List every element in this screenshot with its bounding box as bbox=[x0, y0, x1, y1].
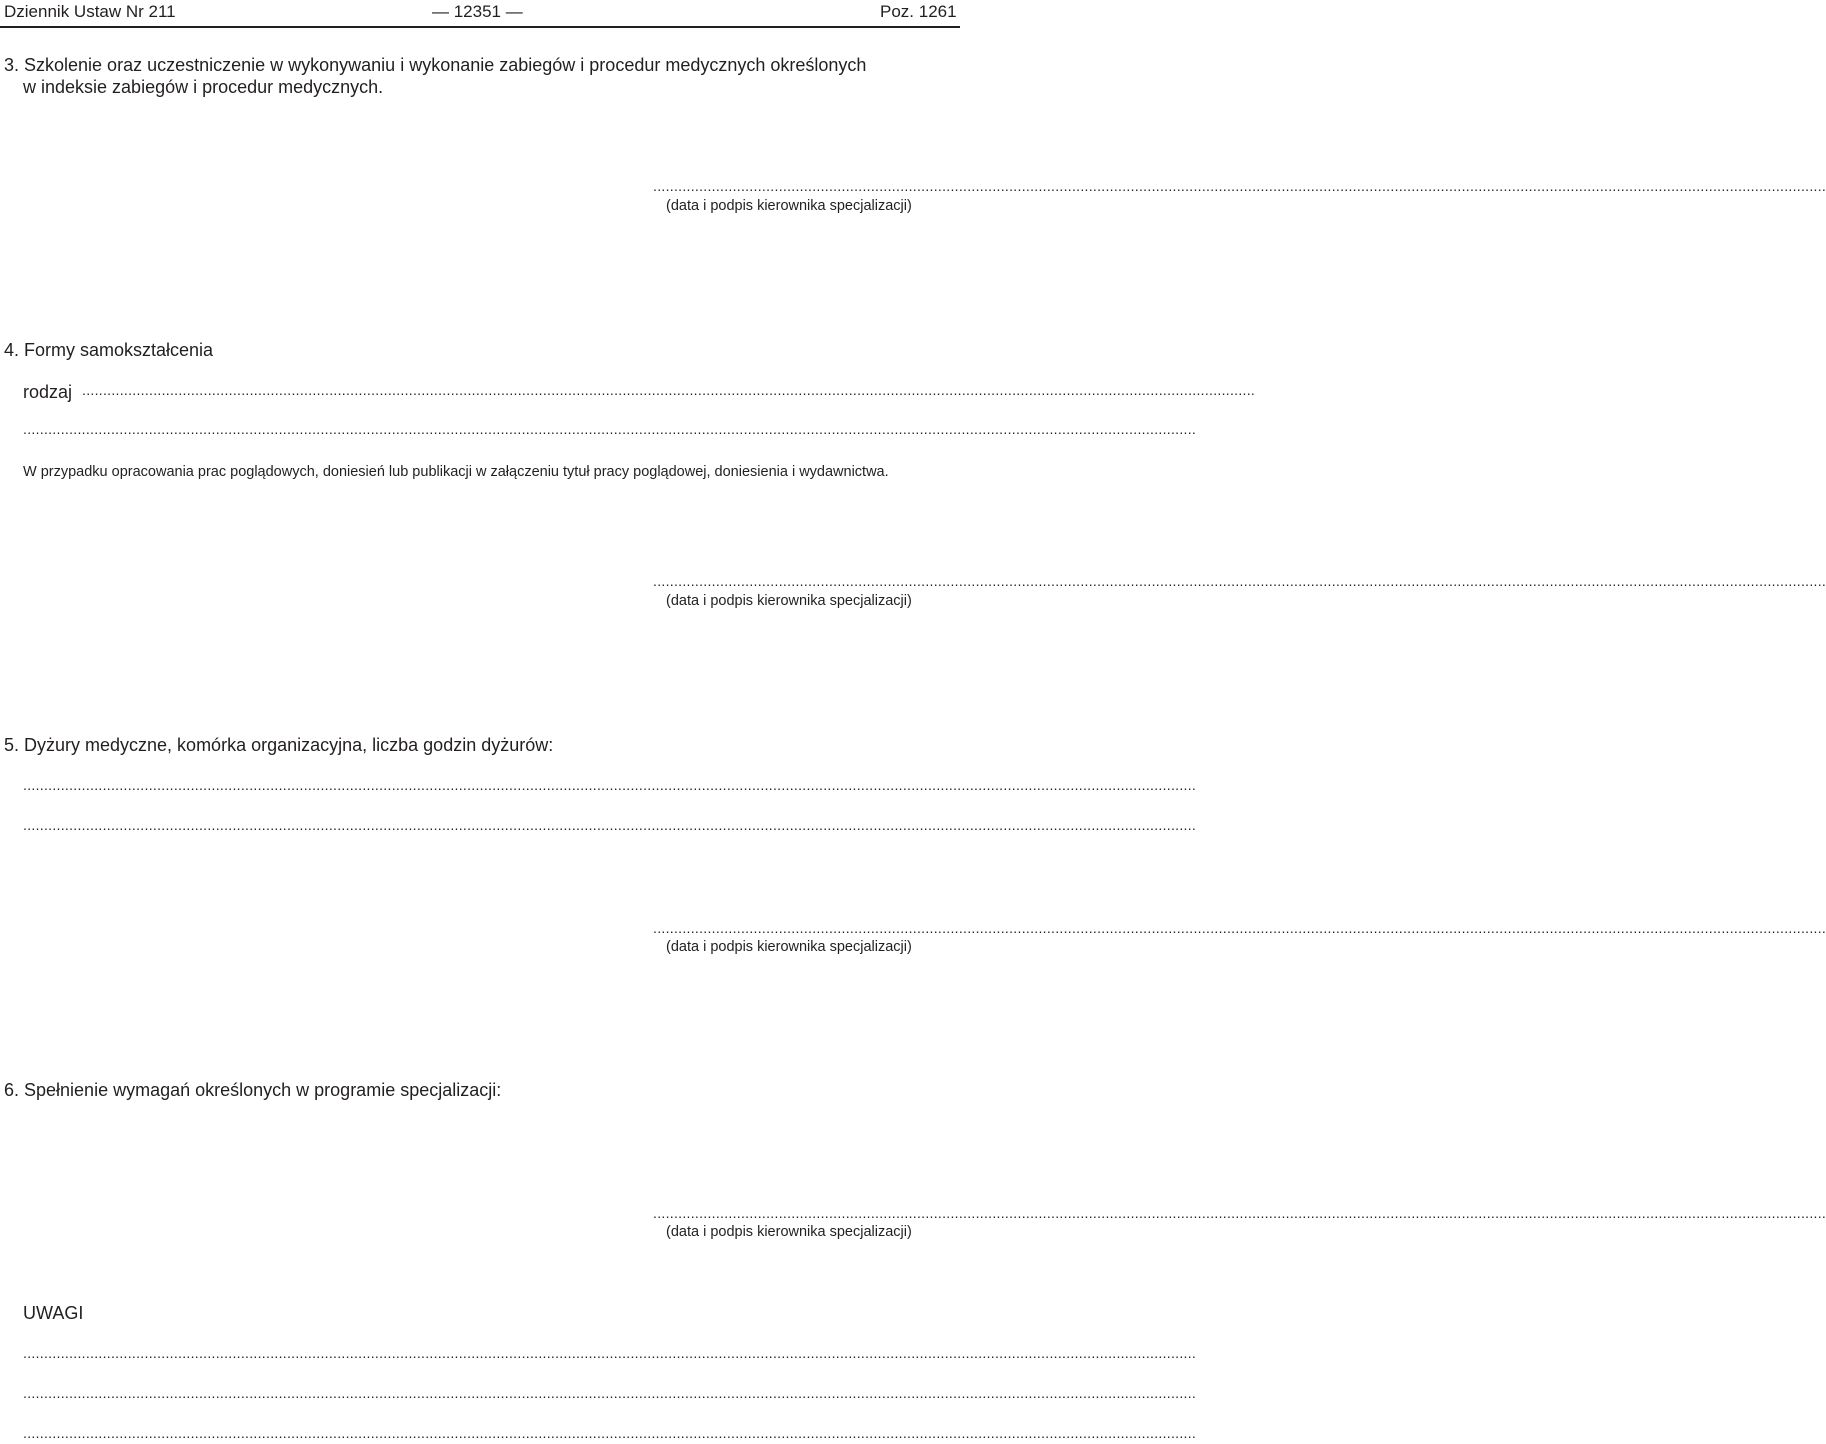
section-4-note: W przypadku opracowania prac poglądowych, doniesień lub publikacji w załączeniu tytuł pracy poglądowej, doniesienia i wydawnictwa. bbox=[23, 464, 889, 480]
signature-line-4[interactable]: ........................................................................................................................................................................................................................................................................................ bbox=[653, 1205, 1826, 1221]
signature-label-1: (data i podpis kierownika specjalizacji) bbox=[666, 198, 912, 214]
signature-label-4: (data i podpis kierownika specjalizacji) bbox=[666, 1224, 912, 1240]
remarks-line-1[interactable]: ........................................................................................................................................................................................................................................................................................ bbox=[23, 1345, 1197, 1361]
signature-label-3: (data i podpis kierownika specjalizacji) bbox=[666, 939, 912, 955]
header-rule bbox=[0, 26, 960, 28]
journal-title: Dziennik Ustaw Nr 211 bbox=[4, 2, 176, 21]
remarks-title: UWAGI bbox=[23, 1303, 84, 1323]
section-5-title: 5. Dyżury medyczne, komórka organizacyjna, liczba godzin dyżurów: bbox=[4, 735, 554, 755]
rodzaj-label: rodzaj bbox=[23, 382, 73, 402]
section-4-title: 4. Formy samokształcenia bbox=[4, 340, 214, 360]
signature-label-2: (data i podpis kierownika specjalizacji) bbox=[666, 593, 912, 609]
section-3-title-line1: 3. Szkolenie oraz uczestniczenie w wykonywaniu i wykonanie zabiegów i procedur medycznych określonych bbox=[4, 55, 867, 75]
signature-line-3[interactable]: ........................................................................................................................................................................................................................................................................................ bbox=[653, 920, 1826, 936]
rodzaj-line[interactable]: ........................................................................................................................................................................................................................................................................................ bbox=[82, 382, 1256, 398]
page-number: — 12351 — bbox=[432, 2, 523, 21]
position-number: Poz. 1261 bbox=[880, 2, 957, 21]
duty-line-1[interactable]: ........................................................................................................................................................................................................................................................................................ bbox=[23, 777, 1197, 793]
rodzaj-line-2[interactable]: ........................................................................................................................................................................................................................................................................................ bbox=[23, 421, 1197, 437]
signature-line-2[interactable]: ........................................................................................................................................................................................................................................................................................ bbox=[653, 573, 1826, 589]
signature-line-1[interactable]: ........................................................................................................................................................................................................................................................................................ bbox=[653, 178, 1826, 194]
section-6-title: 6. Spełnienie wymagań określonych w programie specjalizacji: bbox=[4, 1080, 502, 1100]
duty-line-2[interactable]: ........................................................................................................................................................................................................................................................................................ bbox=[23, 817, 1197, 833]
section-3-title-line2: w indeksie zabiegów i procedur medycznych. bbox=[23, 77, 384, 97]
remarks-line-3[interactable]: ........................................................................................................................................................................................................................................................................................ bbox=[23, 1425, 1197, 1441]
remarks-line-2[interactable]: ........................................................................................................................................................................................................................................................................................ bbox=[23, 1385, 1197, 1401]
